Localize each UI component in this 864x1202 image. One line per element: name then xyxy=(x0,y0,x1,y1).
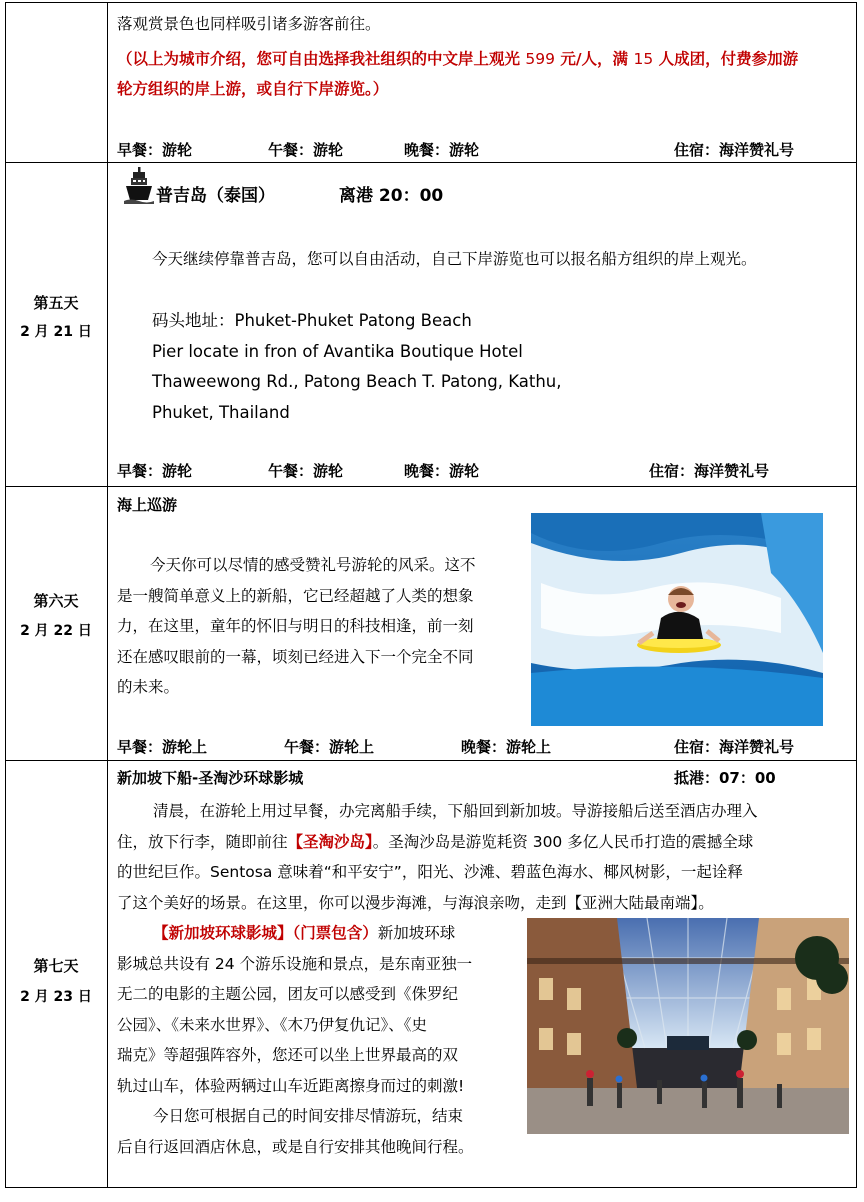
day-description: 今天继续停靠普吉岛，您可以自由活动，自己下岸游览也可以报名船方组织的岸上观光。 xyxy=(152,250,757,268)
day-paragraph: 今天你可以尽情的感受赞礼号游轮的风采。这不 是一艘简单意义上的新船，它已经超越了人类的想象 力，在这里，童年的怀旧与明日的科技相逢，前一刻 还在感叹眼前的一幕，顷刻已经进入下一个完全不同 的未来。 xyxy=(117,556,476,696)
day-label: 第七天 xyxy=(33,957,79,975)
address-line: Pier locate in fron of Avantika Boutique Hotel xyxy=(152,341,523,361)
prev-day-note-line1: （以上为城市介绍，您可自由选择我社组织的中文岸上观光 599 元/人，满 15 人成团，付费参加游 xyxy=(117,50,799,68)
breakfast-label: 早餐：游轮上 xyxy=(117,738,208,756)
address-line: Thaweewong Rd., Patong Beach T. Patong, Kathu, xyxy=(152,372,562,391)
port-title: 普吉岛（泰国） xyxy=(156,186,275,206)
prev-day-text: 落观赏景色也同样吸引诸多游客前往。 xyxy=(117,15,381,33)
day-date: 2 月 22 日 xyxy=(20,623,92,639)
arrival-time: 抵港：07：00 xyxy=(674,769,776,787)
hotel-label: 住宿：海洋赞礼号 xyxy=(674,141,795,159)
lunch-label: 午餐：游轮上 xyxy=(284,738,375,756)
row-divider xyxy=(5,486,857,487)
universal-paragraph: 【新加坡环球影城】（门票包含）新加坡环球 影城总共设有 24 个游乐设施和景点，是东南亚独一 无二的电影的主题公园，团友可以感受到《侏罗纪 公园》、《未来水世界》、《木乃伊复仇记》、《史 瑞克》等超强阵容外，您还可以坐上世界最高的双 轨过山车，体验两辆过山车近距离擦身而过的刺激! 今日您可根据自己的时间安排尽情游玩，结束 后自行返回酒店休息，或是自行安排其他晚间行程。 xyxy=(117,924,474,1156)
day-date: 2 月 21 日 xyxy=(20,324,92,340)
day-title: 海上巡游 xyxy=(117,496,178,514)
hotel-label: 住宿：海洋赞礼号 xyxy=(649,462,770,480)
prev-day-note-line2: 轮方组织的岸上游，或自行下岸游览。） xyxy=(117,80,389,98)
departure-time: 离港 20：00 xyxy=(339,186,444,206)
hotel-label: 住宿：海洋赞礼号 xyxy=(674,738,795,756)
cruise-ship-icon xyxy=(124,166,154,204)
lunch-label: 午餐：游轮 xyxy=(268,462,344,480)
dinner-label: 晚餐：游轮 xyxy=(404,141,480,159)
day-label: 第五天 xyxy=(33,294,79,312)
address-line: 码头地址：Phuket-Phuket Patong Beach xyxy=(152,311,472,330)
dinner-label: 晚餐：游轮 xyxy=(404,462,480,480)
column-divider xyxy=(107,2,108,1188)
dinner-label: 晚餐：游轮上 xyxy=(461,738,552,756)
day-date: 2 月 23 日 xyxy=(20,989,92,1005)
ticket-included: （门票包含） xyxy=(292,924,378,942)
lunch-label: 午餐：游轮 xyxy=(268,141,344,159)
address-line: Phuket, Thailand xyxy=(152,402,290,422)
day-title: 新加坡下船-圣淘沙环球影城 xyxy=(117,769,304,787)
row-divider xyxy=(5,162,857,163)
day-label: 第六天 xyxy=(33,592,79,610)
highlight-universal: 【新加坡环球影城】 xyxy=(153,924,293,942)
breakfast-label: 早餐：游轮 xyxy=(117,141,193,159)
pier-address xyxy=(152,306,752,428)
breakfast-label: 早餐：游轮 xyxy=(117,462,193,480)
flowrider-photo xyxy=(531,513,823,726)
highlight-sentosa: 【圣淘沙岛】 xyxy=(287,832,373,851)
row-divider xyxy=(5,760,857,761)
day-paragraph: 清晨，在游轮上用过早餐，办完离船手续，下船回到新加坡。导游接船后送至酒店办理入 住，放下行李，随即前往【圣淘沙岛】。圣淘沙岛是游览耗资 300 多亿人民币打造的震撼全球 的世纪巨作。Sentosa 意味着“和平安宁”，阳光、沙滩、碧蓝色海水、椰风树影，一起诠释 了这个美好的场景。在这里，你可以漫步海滩，与海浪亲吻，走到【亚洲大陆最南端】。 xyxy=(117,802,758,912)
universal-studios-photo xyxy=(527,918,849,1134)
